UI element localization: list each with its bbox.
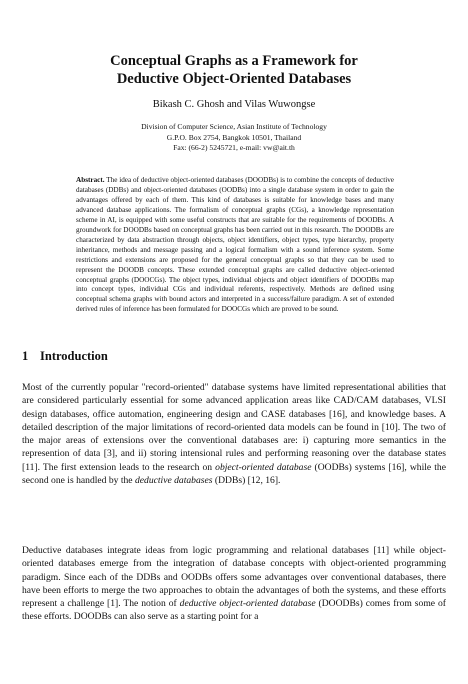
emphasis-text: deductive databases: [134, 475, 213, 487]
body-paragraph-2: [22, 544, 446, 624]
title-line-2: Deductive Object-Oriented Databases: [116, 71, 352, 87]
emphasis-text: object-oriented database: [215, 461, 312, 473]
title-line-1: Conceptual Graphs as a Framework for: [110, 53, 358, 69]
paragraph-text: (DOODBs) comes from some of these efforts. DOODBs can also serve as a starting point for a: [22, 598, 446, 623]
affiliation-line-1: Division of Computer Science, Asian Institute of Technology: [141, 122, 327, 131]
body-paragraph-1: [22, 381, 446, 487]
paragraph-text: (DDBs) [12, 16].: [212, 475, 281, 487]
affiliation-line-3: Fax: (66-2) 5245721, e-mail: vw@ait.th: [173, 143, 295, 153]
section-title: Introduction: [40, 349, 108, 363]
paragraph-text: Deductive databases integrate ideas from logic programming and relational databases [11] while object-oriented databases emerge from the integration of database concepts with object-oriented programming paradigm. Since each of the DDBs and OODBs offers some advantages over conventional databases, there have been efforts to merge the two approaches to obtain the advantages of both the systems, and these efforts represent a challenge [1]. The notion of: [22, 545, 446, 610]
section-number: 1: [22, 349, 29, 363]
paragraph-text: Most of the currently popular "record-oriented" database systems have limited representational abilities that are considered particularly essential for some advanced application areas like CAD/CAM databases, VLSI design databases, office automation, engineering design and CASE databases [16], and knowledge bases. A detailed description of the major limitations of record-oriented data models can be found in [10]. The two of the major areas of extensions over the conventional databases are: i) capturing more semantics in the represention of data [3], and ii) storing intensional rules and performing reasoning over the database states [11]. The first extension leads to the research on: [22, 382, 446, 473]
affiliation-line-2: G.P.O. Box 2754, Bangkok 10501, Thailand: [166, 132, 302, 142]
section-heading: [22, 349, 108, 364]
paragraph-text: (OODBs) systems [16], while the second one is handled by the: [22, 461, 446, 487]
paper-title: [0, 52, 468, 88]
emphasis-text: deductive object-oriented database: [179, 598, 316, 610]
author-list: Bikash C. Ghosh and Vilas Wuwongse: [152, 99, 316, 110]
abstract-text: The idea of deductive object-oriented databases (DOODBs) is to combine the concepts of deductive databases (DDBs) and object-oriented databases (OODBs) into a single database system in order to gain the advantages offered by each of them. This kind of databases is suitable for knowledge bases and many advanced database applications. The formalism of conceptual graphs (CGs), a knowledge representation scheme in AI, is equipped with some useful constructs that are suitable for the requirements of DOODBs. A groundwork for DOODBs based on conceptual graphs has been carried out in this research. The DOODBs are characterized by data abstraction through objects, object identifiers, object types, type hierarchy, property inheritance, methods and message passing and a logical formalism with a sound inference system. Some restrictions and extensions are proposed for the general conceptual graphs so that they can be used to represent the DOODB concepts. These extended conceptual graphs are called deductive object-oriented conceptual graphs (DOOCGs). The object types, individual objects and object identifiers of DOODBs map into concept types, individual CGs and individual referents, respectively. Methods are defined using conceptual schema graphs with bound actors and interpreted in a success/failure paradigm. A set of extended derived rules of inference has been formulated for DOOCGs which are proved to be sound.: [76, 176, 394, 314]
abstract-label: Abstract.: [76, 176, 105, 184]
affiliation: [0, 122, 468, 154]
abstract-block: [76, 176, 394, 315]
